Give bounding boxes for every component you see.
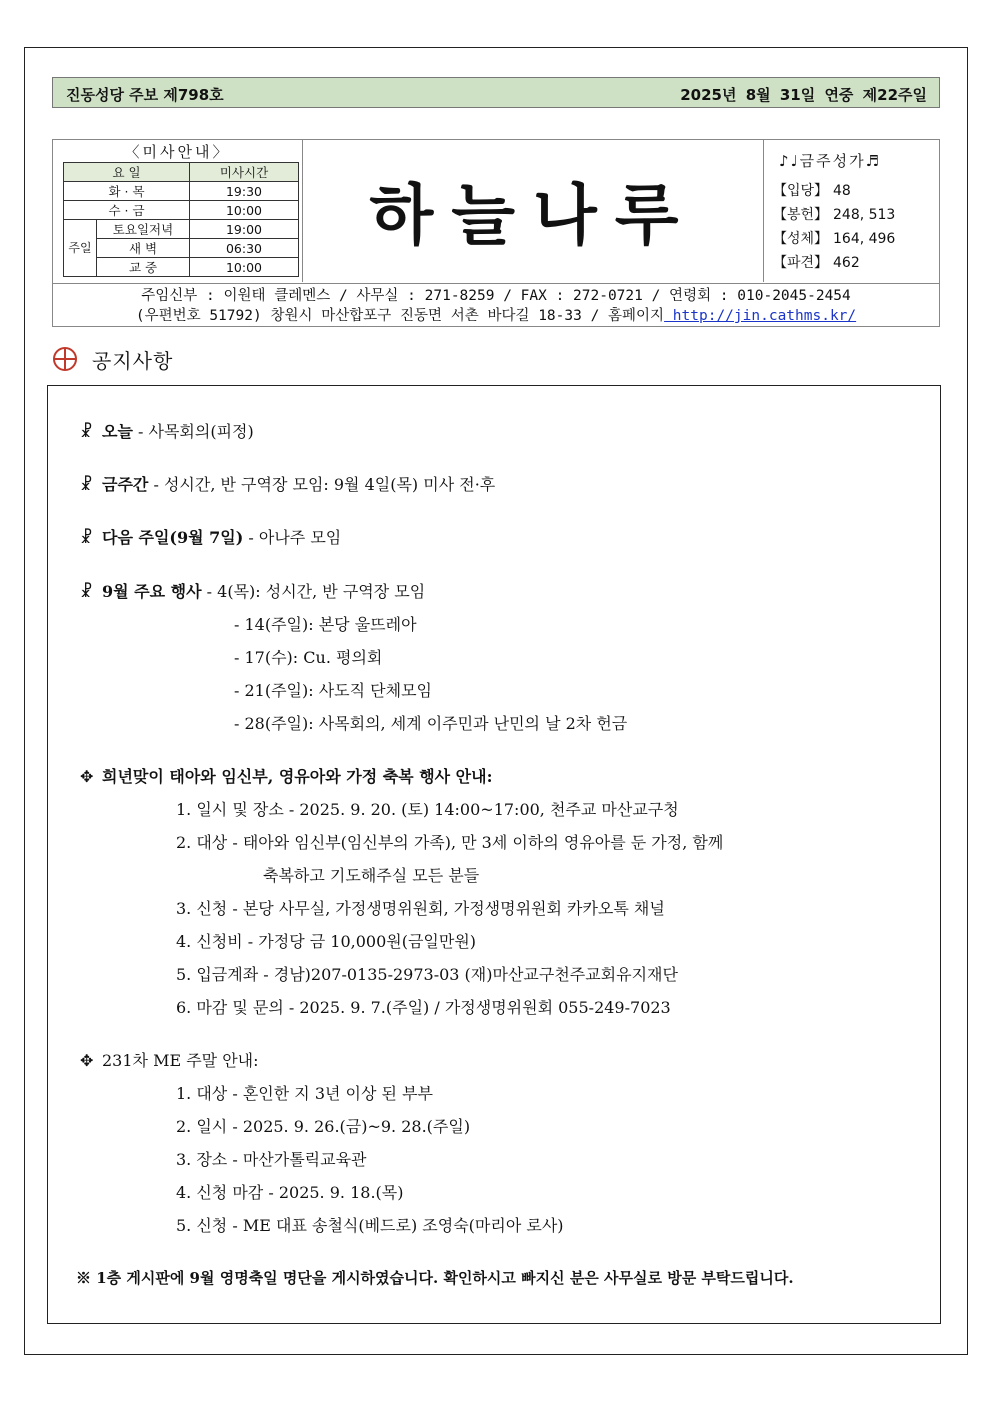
sept-event: - 14(주일): 본당 울뜨레아 <box>234 615 417 634</box>
notice-item <box>80 528 341 548</box>
diamond-bullet-icon: ✥ <box>80 767 94 786</box>
me-line: 2. 일시 - 2025. 9. 26.(금)~9. 28.(주일) <box>176 1117 471 1136</box>
hymn-label: 【성체】 <box>773 231 829 247</box>
table-row <box>64 258 299 277</box>
chi-rho-icon: ☧ <box>80 475 93 494</box>
title-area <box>303 140 764 282</box>
mass-time: 19:00 <box>190 220 299 239</box>
notice-item-text: - 사목회의(피정) <box>132 422 254 441</box>
masthead <box>52 139 940 327</box>
jubilee-line: 3. 신청 - 본당 사무실, 가정생명위원회, 가정생명위원회 카카오톡 채널 <box>176 899 665 918</box>
diamond-bullet-icon: ✥ <box>80 1051 94 1070</box>
me-title <box>80 1051 259 1071</box>
bulletin-header-bar <box>52 77 940 108</box>
me-line: 4. 신청 마감 - 2025. 9. 18.(목) <box>176 1183 404 1202</box>
table-row <box>64 239 299 258</box>
chi-rho-icon: ☧ <box>80 582 93 601</box>
notice-item-label: 다음 주일(9월 7일) <box>102 528 244 547</box>
hymn-value: 48 <box>833 183 851 199</box>
contact-info <box>53 283 939 326</box>
hymn-label: 【파견】 <box>773 255 829 271</box>
notice-box <box>47 385 941 1324</box>
mass-day: 새 벽 <box>97 239 190 258</box>
address: (우편번호 51792) 창원시 마산합포구 진동면 서촌 바다길 18-33 / 홈페이지 <box>135 308 665 324</box>
hymn-value: 248, 513 <box>833 207 896 223</box>
notice-item <box>80 582 425 602</box>
notice-heading-label: 공지사항 <box>92 349 174 373</box>
chi-rho-icon: ☧ <box>80 528 93 547</box>
notice-item-text: - 4(목): 성시간, 반 구역장 모임 <box>201 582 426 601</box>
notice-item-label: 오늘 <box>102 422 133 441</box>
mass-time: 06:30 <box>190 239 299 258</box>
mass-day: 교 중 <box>97 258 190 277</box>
col-day-header: 요 일 <box>64 163 190 182</box>
notice-item-text: - 성시간, 반 구역장 모임: 9월 4일(목) 미사 전·후 <box>148 475 496 494</box>
jubilee-title <box>80 767 493 787</box>
hymn-value: 164, 496 <box>833 231 896 247</box>
jubilee-line: 축복하고 기도해주실 모든 분들 <box>263 866 480 885</box>
footnote: ※ 1층 게시판에 9월 영명축일 명단을 게시하였습니다. 확인하시고 빠지신 분은 사무실로 방문 부탁드립니다. <box>76 1269 794 1287</box>
bulletin-date: 2025년 8월 31일 연중 제22주일 <box>680 86 927 104</box>
jubilee-line: 5. 입금계좌 - 경남)207-0135-2973-03 (재)마산교구천주교회유지재단 <box>176 965 678 984</box>
sept-event: - 17(수): Cu. 평의회 <box>234 648 383 667</box>
me-line: 3. 장소 - 마산가톨릭교육관 <box>176 1150 367 1169</box>
mass-time: 19:30 <box>190 182 299 201</box>
notice-item-label: 금주간 <box>102 475 149 494</box>
contact-line-1: 주임신부 : 이원태 클레멘스 / 사무실 : 271-8259 / FAX : 272-0721 / 연령회 : 010-2045-2454 <box>141 288 851 304</box>
notice-item-text: - 아나주 모임 <box>243 528 342 547</box>
col-time-header: 미사시간 <box>190 163 299 182</box>
jubilee-line: 1. 일시 및 장소 - 2025. 9. 20. (토) 14:00~17:00, 천주교 마산교구청 <box>176 800 679 819</box>
mass-time: 10:00 <box>190 201 299 220</box>
me-line: 1. 대상 - 혼인한 지 3년 이상 된 부부 <box>176 1084 434 1103</box>
hymn-list <box>765 140 941 282</box>
hymn-row <box>773 228 895 248</box>
mass-schedule-table <box>63 162 299 277</box>
mass-day: 토요일저녁 <box>97 220 190 239</box>
hymn-label: 【봉헌】 <box>773 207 829 223</box>
me-line: 5. 신청 - ME 대표 송철식(베드로) 조영숙(마리아 로사) <box>176 1216 564 1235</box>
bulletin-title: 하늘나루 <box>369 177 697 254</box>
hymn-row <box>773 204 895 224</box>
hymn-value: 462 <box>833 255 860 271</box>
mass-time: 10:00 <box>190 258 299 277</box>
notice-item-label: 9월 주요 행사 <box>102 582 202 601</box>
jubilee-line: 2. 대상 - 태아와 임신부(임신부의 가족), 만 3세 이하의 영유아를 둔 가정, 함께 <box>176 833 724 852</box>
hymn-label: 【입당】 <box>773 183 829 199</box>
sept-event: - 28(주일): 사목회의, 세계 이주민과 난민의 날 2차 헌금 <box>234 714 628 733</box>
hymn-row <box>773 180 851 200</box>
contact-line-2 <box>53 306 939 326</box>
chi-rho-icon: ☧ <box>80 422 93 441</box>
sept-event: - 21(주일): 사도직 단체모임 <box>234 681 433 700</box>
table-row <box>64 220 299 239</box>
homepage-link[interactable]: http://jin.cathms.kr/ <box>664 308 857 324</box>
mass-day: 화 · 목 <box>64 182 190 201</box>
mass-schedule <box>53 140 303 282</box>
table-row <box>64 201 299 220</box>
mass-day: 수 · 금 <box>64 201 190 220</box>
hymn-row <box>773 252 860 272</box>
sunday-label: 주일 <box>64 220 97 277</box>
me-title-text: 231차 ME 주말 안내: <box>102 1051 259 1070</box>
mass-schedule-title: 〈미사안내〉 <box>124 143 231 161</box>
jubilee-line: 4. 신청비 - 가정당 금 10,000원(금일만원) <box>176 932 477 951</box>
bulletin-issue: 진동성당 주보 제798호 <box>66 86 224 104</box>
table-row <box>64 182 299 201</box>
notice-item <box>80 475 495 495</box>
hymn-title: ♪♩금주성가♬ <box>779 152 882 170</box>
jubilee-line: 6. 마감 및 문의 - 2025. 9. 7.(주일) / 가정생명위원회 055-249-7023 <box>176 998 671 1017</box>
jubilee-title-text: 희년맞이 태아와 임신부, 영유아와 가정 축복 행사 안내: <box>102 767 493 786</box>
notice-item <box>80 422 254 442</box>
cross-circle-icon <box>52 346 78 372</box>
